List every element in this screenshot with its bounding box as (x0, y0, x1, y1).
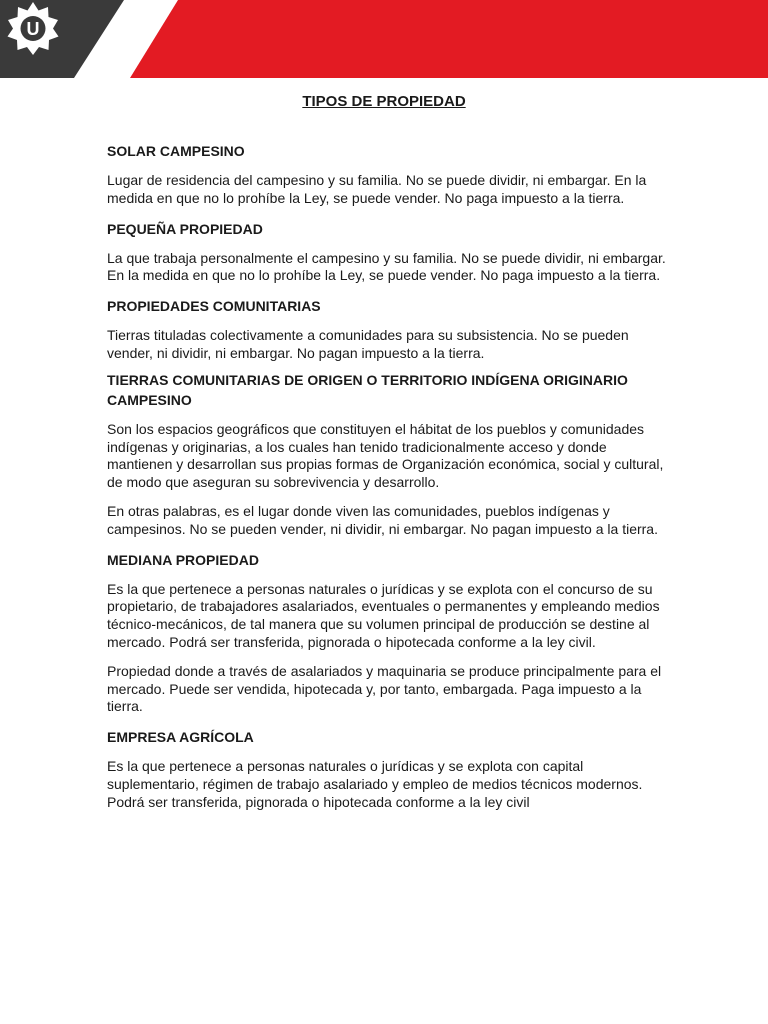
logo-letter: U (26, 19, 40, 39)
section-paragraph: Son los espacios geográficos que constituyen el hábitat de los pueblos y comunidades indígenas y originarias, a los cuales han tenido tradicionalmente acceso y donde mantienen y desarrollan sus propias formas de Organización económica, social y cultural, de modo que aseguran su sobrevivencia y desarrollo. (107, 420, 664, 491)
section-paragraph: Propiedad donde a través de asalariados y maquinaria se produce principalmente para el mercado. Puede ser vendida, hipotecada y, por tanto, embargada. Paga impuesto a la tierra. (107, 662, 662, 715)
section-paragraph: Es la que pertenece a personas naturales o jurídicas y se explota con capital suplementario, régimen de trabajo asalariado y empleo de medios técnicos modernos. Podrá ser transferida, pignorada o hipotecada conforme a la ley civil (107, 758, 643, 810)
section-paragraph: Lugar de residencia del campesino y su familia. No se puede dividir, ni embargar. En la medida en que no lo prohíbe la Ley, se puede vender. No paga impuesto a la tierra. (107, 172, 647, 206)
header-banner (0, 0, 768, 78)
page-header (0, 0, 768, 78)
section-heading: MEDIANA PROPIEDAD (107, 551, 259, 568)
section-heading: PROPIEDADES COMUNITARIAS (107, 298, 321, 315)
section-heading: PEQUEÑA PROPIEDAD (107, 220, 263, 237)
document-body (107, 141, 667, 812)
section-heading: EMPRESA AGRÍCOLA (107, 729, 254, 746)
section-paragraph: La que trabaja personalmente el campesino y su familia. No se puede dividir, ni embargar. En la medida en que no lo prohíbe la Ley, se puede vender. No paga impuesto a la tierra. (107, 249, 666, 284)
section-paragraph: Es la que pertenece a personas naturales o jurídicas y se explota con el concurso de su propietario, de trabajadores asalariados, eventuales o permanentes y empleando medios técnico-mecánicos, de tal manera que su volumen principal de producción se destine al mercado. Podrá ser transferida, pignorada o hipotecada conforme a la ley civil. (107, 580, 660, 650)
section-heading: TIERRAS COMUNITARIAS DE ORIGEN O TERRITORIO INDÍGENA ORIGINARIO CAMPESINO (107, 371, 628, 408)
section-paragraph: Tierras tituladas colectivamente a comunidades para su subsistencia. No se pueden vender, ni dividir, ni embargar. No pagan impuesto a la tierra. (107, 327, 629, 361)
document-title: TIPOS DE PROPIEDAD (302, 93, 466, 110)
section-paragraph: En otras palabras, es el lugar donde viven las comunidades, pueblos indígenas y campesinos. No se pueden vender, ni dividir, ni embargar. No pagan impuesto a la tierra. (107, 502, 658, 537)
section-heading: SOLAR CAMPESINO (107, 143, 245, 159)
header-red-band (130, 0, 768, 78)
